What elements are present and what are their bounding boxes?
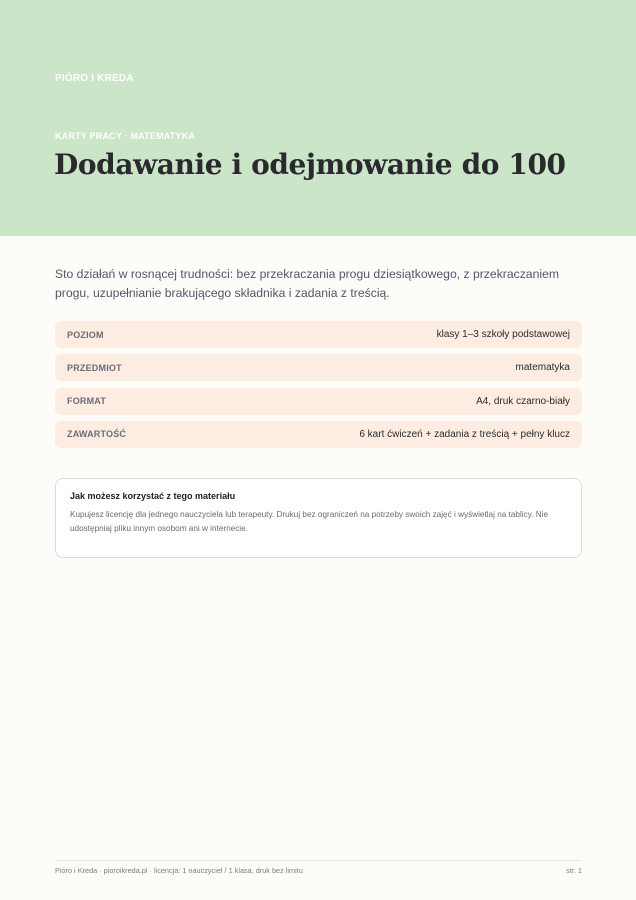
metadata-list [55,321,582,454]
meta-key: FORMAT [67,396,107,407]
meta-value: 6 kart ćwiczeń + zadania z treścią + pełny klucz [359,428,570,440]
meta-row-level [55,321,582,348]
header-banner [0,0,636,236]
meta-row-subject [55,354,582,381]
meta-value: klasy 1–3 szkoły podstawowej [436,329,570,340]
meta-value: A4, druk czarno-biały [476,395,570,407]
meta-key: POZIOM [67,329,104,340]
license-box [55,478,582,558]
footer-divider [55,860,582,861]
meta-row-contents [55,421,582,448]
page-number: str. 1 [566,866,582,875]
meta-value: matematyka [515,362,570,374]
meta-key: ZAWARTOŚĆ [67,429,127,440]
meta-row-format [55,388,582,415]
meta-key: PRZEDMIOT [67,362,122,373]
brand-name: PIÓRO I KREDA [55,73,134,84]
license-title: Jak możesz korzystać z tego materiału [70,491,236,501]
footer-info: Pióro i Kreda · pioroikreda.pl · licencja: 1 nauczyciel / 1 klasa, druk bez limitu [55,866,303,875]
license-text: Kupujesz licencję dla jednego nauczyciela lub terapeuty. Drukuj bez ograniczeń na potrzeby swoich zajęć i wyświetlaj na tablicy. Nie udostępniaj pliku innym osobom ani w internecie. [70,510,549,533]
page-title: Dodawanie i odejmowanie do 100 [54,148,566,181]
intro-text: Sto działań w rosnącej trudności: bez przekraczania progu dziesiątkowego, z przekraczaniem progu, uzupełnianie brakującego składnika i zadania z treścią. [55,267,560,300]
category-eyebrow: KARTY PRACY · MATEMATYKA [55,131,196,141]
